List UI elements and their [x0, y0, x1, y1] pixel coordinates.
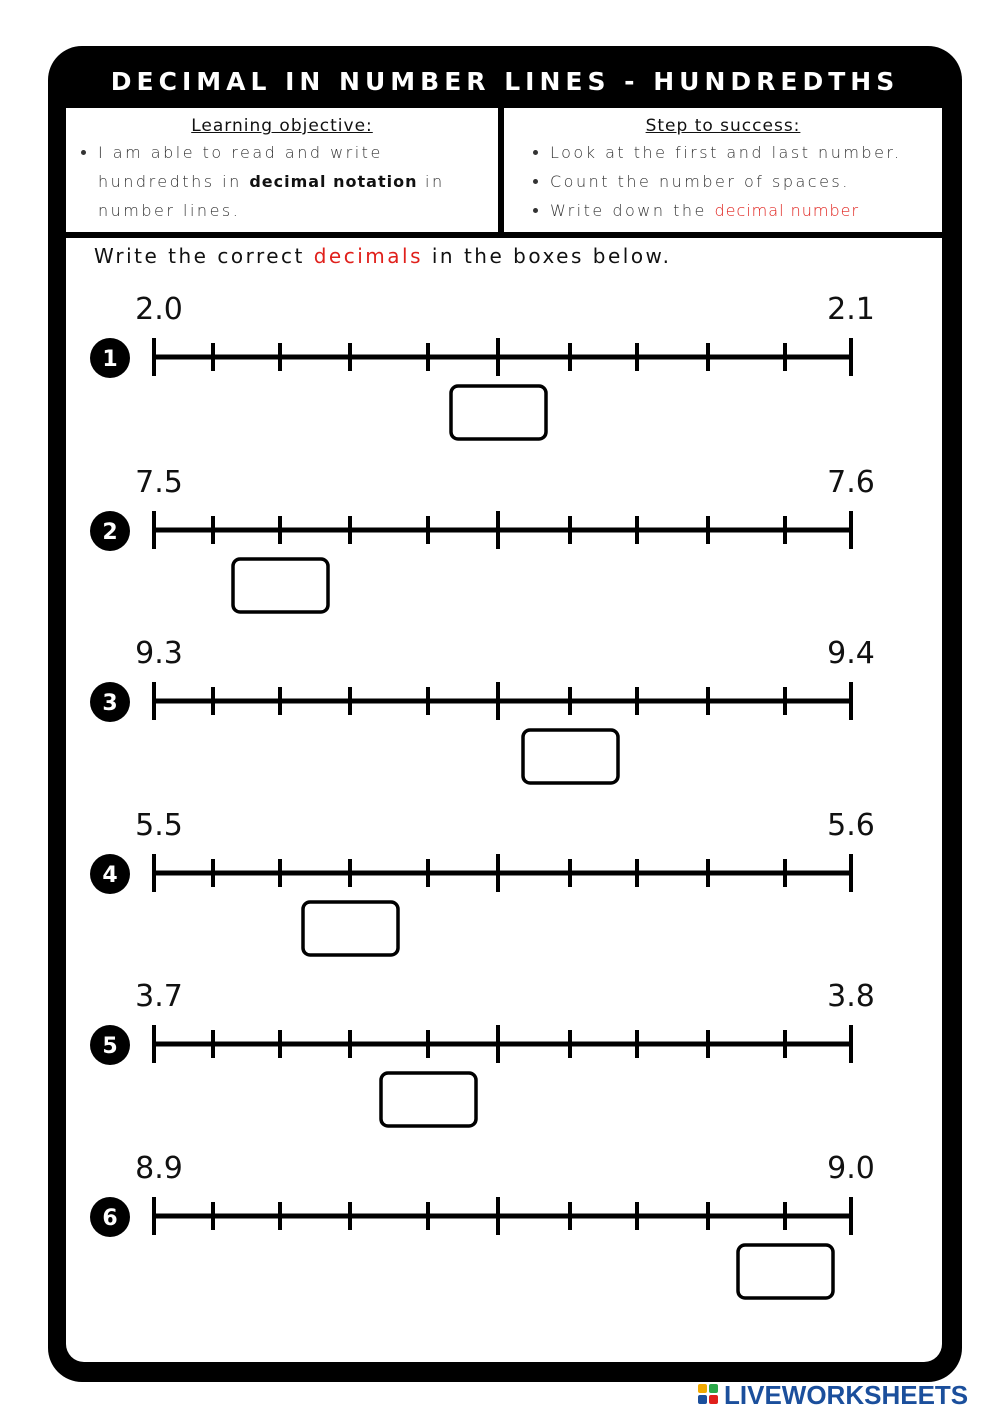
- problem-number: 3: [102, 691, 118, 716]
- start-label: 5.5: [135, 808, 183, 843]
- liveworksheets-logo-icon: [698, 1384, 720, 1406]
- instruction-text-end: in the boxes below.: [423, 244, 672, 268]
- answer-box[interactable]: [738, 1245, 833, 1298]
- start-label: 7.5: [135, 465, 183, 500]
- start-label: 9.3: [135, 636, 183, 671]
- end-label: 3.8: [827, 979, 875, 1014]
- start-label: 8.9: [135, 1151, 183, 1186]
- answer-box[interactable]: [451, 386, 546, 439]
- answer-box[interactable]: [233, 559, 328, 612]
- watermark: [698, 1380, 968, 1410]
- objective-bold-text: decimal notation: [249, 172, 418, 191]
- start-label: 2.0: [135, 292, 183, 327]
- step-red-text: decimal number: [714, 201, 860, 220]
- step-item: • Count the number of spaces.: [550, 167, 942, 196]
- problem-number: 2: [102, 520, 118, 545]
- problem-number: 6: [102, 1206, 118, 1231]
- start-label: 3.7: [135, 979, 183, 1014]
- objective-text-end: in number lines.: [98, 172, 445, 220]
- instruction-red-text: decimals: [313, 244, 424, 268]
- answer-box[interactable]: [381, 1073, 476, 1126]
- answer-box[interactable]: [303, 902, 398, 955]
- learning-objective-heading: Learning objective:: [191, 116, 373, 136]
- problem-number: 1: [102, 347, 118, 372]
- end-label: 5.6: [827, 808, 875, 843]
- step-text: Write down the: [550, 201, 715, 220]
- end-label: 9.0: [827, 1151, 875, 1186]
- answer-box[interactable]: [523, 730, 618, 783]
- end-label: 2.1: [827, 292, 875, 327]
- step-item: • Look at the first and last number.: [550, 138, 942, 167]
- end-label: 9.4: [827, 636, 875, 671]
- instruction-text: Write the correct: [94, 244, 314, 268]
- end-label: 7.6: [827, 465, 875, 500]
- watermark-text: LIVEWORKSHEETS: [724, 1379, 969, 1410]
- steps-heading: Step to success:: [645, 116, 801, 136]
- worksheet-title: DECIMAL IN NUMBER LINES - HUNDREDTHS: [110, 67, 900, 96]
- objective-text: I am able to read and write hundredths in: [98, 143, 383, 191]
- problem-number: 5: [102, 1034, 118, 1059]
- problem-number: 4: [102, 863, 118, 888]
